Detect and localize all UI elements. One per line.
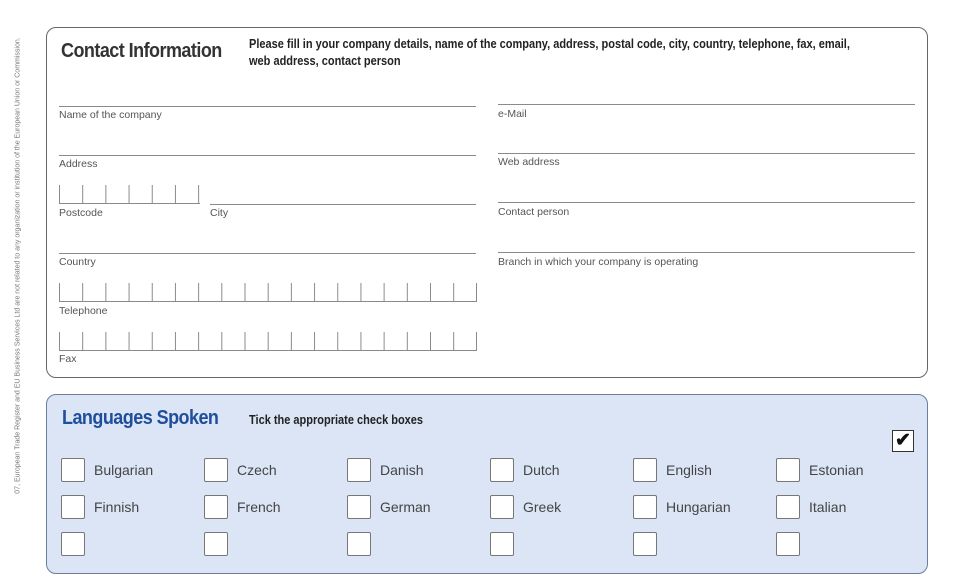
telephone-label: Telephone <box>59 305 108 317</box>
language-label: Czech <box>237 462 277 478</box>
language-option-bulgarian[interactable] <box>61 458 201 484</box>
address-field[interactable] <box>59 155 476 156</box>
checkbox-row3-4[interactable] <box>490 532 514 556</box>
checkbox-czech[interactable] <box>204 458 228 482</box>
checkbox-hungarian[interactable] <box>633 495 657 519</box>
language-label: Greek <box>523 499 562 515</box>
language-label: Danish <box>380 462 424 478</box>
checkbox-german[interactable] <box>347 495 371 519</box>
checkbox-row3-1[interactable] <box>61 532 85 556</box>
language-option-estonian[interactable] <box>776 458 916 484</box>
checkbox-row3-3[interactable] <box>347 532 371 556</box>
language-label: Bulgarian <box>94 462 154 478</box>
language-label: English <box>666 462 712 478</box>
country-field[interactable] <box>59 253 476 254</box>
languages-spoken-panel <box>46 394 928 574</box>
contact-person-field[interactable] <box>498 202 915 203</box>
language-option-finnish[interactable] <box>61 495 201 521</box>
city-field[interactable] <box>210 204 476 205</box>
country-label: Country <box>59 256 96 268</box>
address-label: Address <box>59 158 98 170</box>
checkbox-row3-6[interactable] <box>776 532 800 556</box>
language-label: German <box>380 499 431 515</box>
contact-information-panel <box>46 27 928 378</box>
contact-instructions: Please fill in your company details, name of the company, address, postal code, city, country, telephone, fax, email, web address, contact person <box>249 37 850 68</box>
languages-title: Languages Spoken <box>62 407 219 429</box>
checkbox-french[interactable] <box>204 495 228 519</box>
fax-field[interactable] <box>59 332 477 351</box>
email-label: e-Mail <box>498 108 527 120</box>
language-option-hungarian[interactable] <box>633 495 773 521</box>
language-label: Italian <box>809 499 847 515</box>
company-name-label: Name of the company <box>59 109 162 121</box>
languages-instructions: Tick the appropriate check boxes <box>249 413 424 427</box>
language-option-danish[interactable] <box>347 458 487 484</box>
telephone-field[interactable] <box>59 283 477 302</box>
language-option-dutch[interactable] <box>490 458 630 484</box>
email-field[interactable] <box>498 104 915 105</box>
checkbox-dutch[interactable] <box>490 458 514 482</box>
language-option-german[interactable] <box>347 495 487 521</box>
checkbox-row3-2[interactable] <box>204 532 228 556</box>
company-name-field[interactable] <box>59 106 476 107</box>
language-option-french[interactable] <box>204 495 344 521</box>
postcode-label: Postcode <box>59 207 103 219</box>
language-option-czech[interactable] <box>204 458 344 484</box>
language-option-italian[interactable] <box>776 495 916 521</box>
language-label: French <box>237 499 281 515</box>
contact-person-label: Contact person <box>498 206 570 218</box>
language-option-english[interactable] <box>633 458 773 484</box>
checkbox-italian[interactable] <box>776 495 800 519</box>
language-option-greek[interactable] <box>490 495 630 521</box>
checkbox-greek[interactable] <box>490 495 514 519</box>
language-label: Dutch <box>523 462 560 478</box>
checked-checkbox[interactable]: ✔ <box>892 430 914 452</box>
web-address-field[interactable] <box>498 153 915 154</box>
checkbox-english[interactable] <box>633 458 657 482</box>
postcode-field[interactable] <box>59 185 200 204</box>
disclaimer-side-note: 07, European Trade Register and EU Business Services Ltd are not related to any organization or institution of the European Union or Commission. <box>14 37 22 494</box>
web-address-label: Web address <box>498 156 560 168</box>
branch-label: Branch in which your company is operating <box>498 256 699 268</box>
checkbox-danish[interactable] <box>347 458 371 482</box>
contact-title: Contact Information <box>61 40 222 62</box>
language-label: Estonian <box>809 462 864 478</box>
branch-field[interactable] <box>498 252 915 253</box>
checkbox-row3-5[interactable] <box>633 532 657 556</box>
city-label: City <box>210 207 229 219</box>
checkbox-finnish[interactable] <box>61 495 85 519</box>
language-label: Finnish <box>94 499 140 515</box>
language-label: Hungarian <box>666 499 731 515</box>
checkbox-estonian[interactable] <box>776 458 800 482</box>
checkbox-bulgarian[interactable] <box>61 458 85 482</box>
fax-label: Fax <box>59 353 77 365</box>
